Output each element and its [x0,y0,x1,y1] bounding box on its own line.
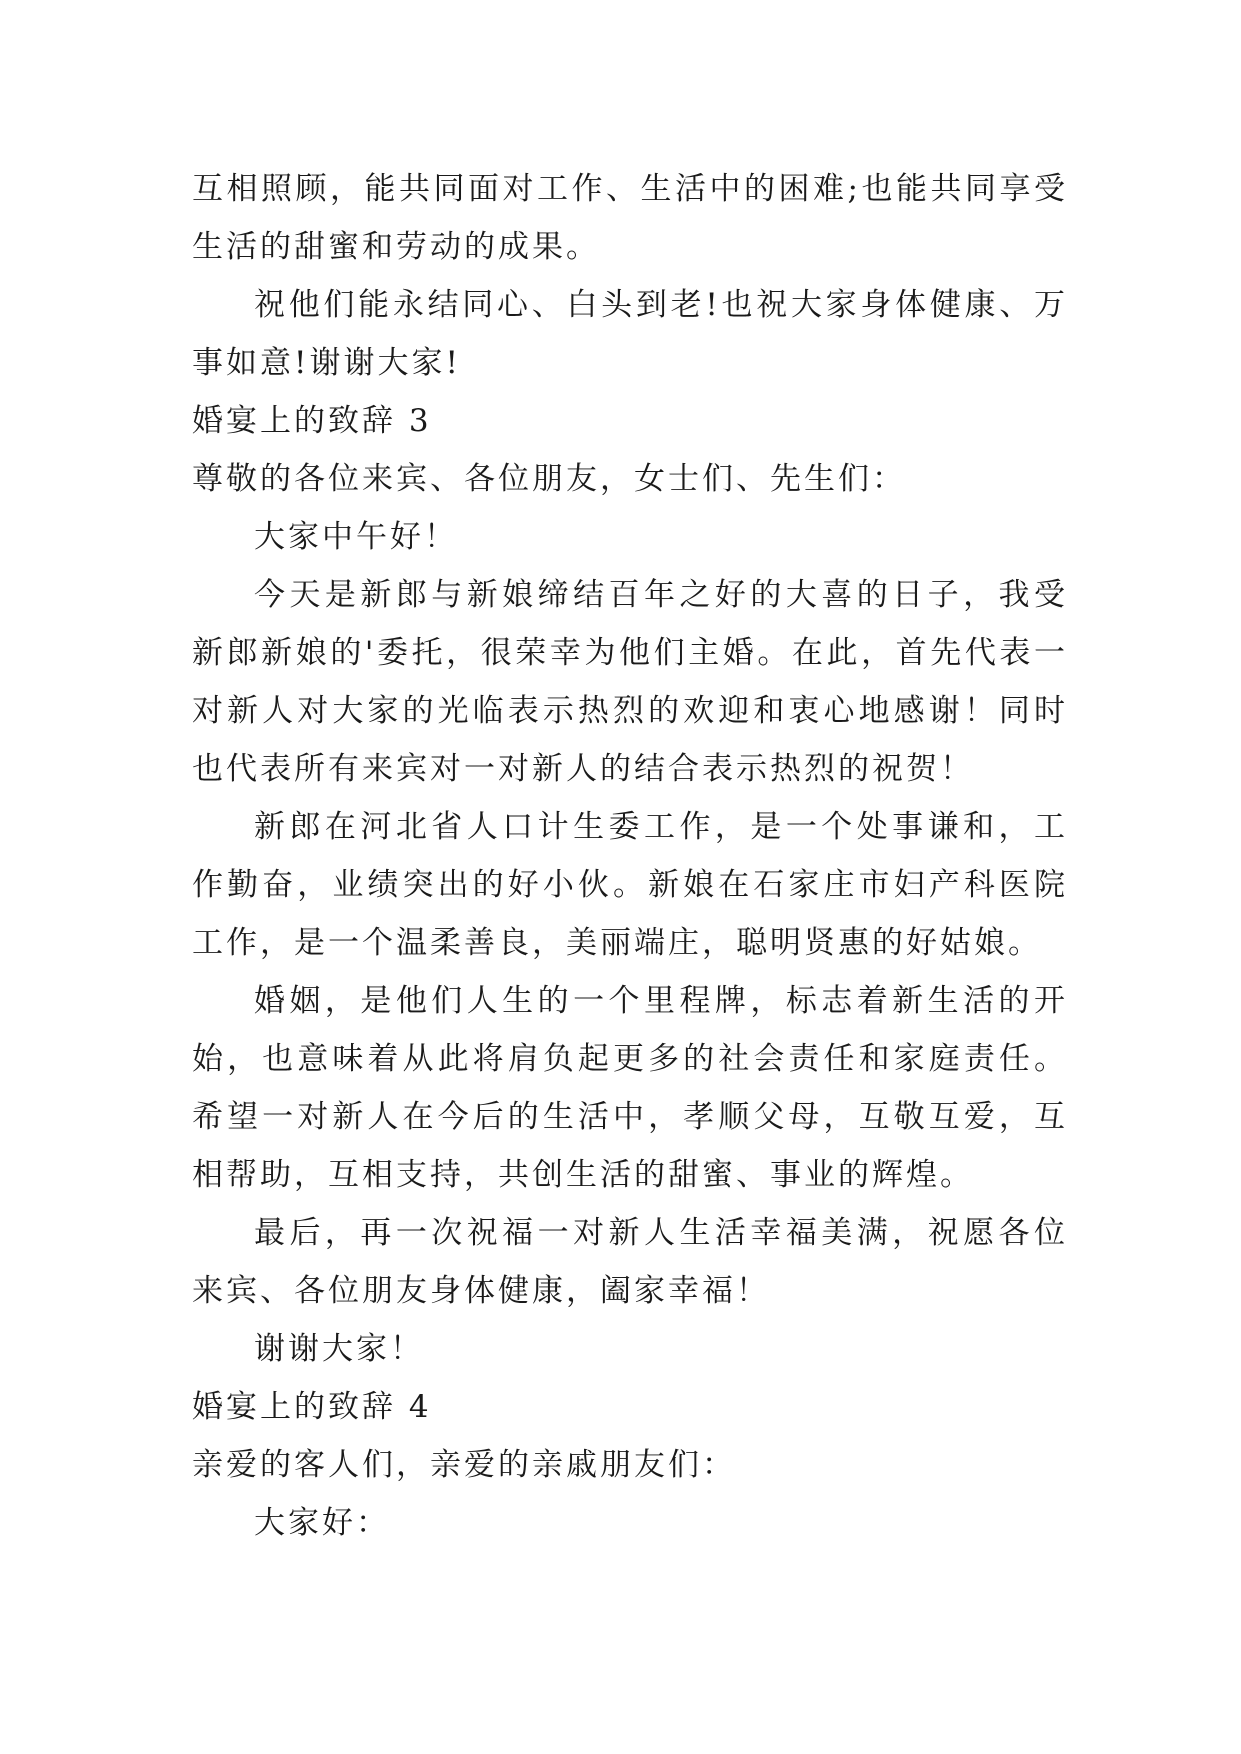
paragraph: 最后，再一次祝福一对新人生活幸福美满，祝愿各位来宾、各位朋友身体健康，阖家幸福！ [192,1215,1068,1309]
paragraph: 今天是新郎与新娘缔结百年之好的大喜的日子，我受新郎新娘的'委托，很荣幸为他们主婚。在此，首先代表一对新人对大家的光临表示热烈的欢迎和衷心地感谢！同时也代表所有来宾对一对新人的结合表示热烈的祝贺！ [192,577,1068,787]
section-heading: 婚宴上的致辞 3 [192,403,432,439]
paragraph: 新郎在河北省人口计生委工作，是一个处事谦和，工作勤奋，业绩突出的好小伙。新娘在石家庄市妇产科医院工作，是一个温柔善良，美丽端庄，聪明贤惠的好姑娘。 [192,809,1068,961]
closing: 谢谢大家！ [254,1331,424,1367]
section-heading: 婚宴上的致辞 4 [192,1389,432,1425]
paragraph: 祝他们能永结同心、白头到老!也祝大家身体健康、万事如意!谢谢大家! [192,287,1068,381]
paragraph: 互相照顾，能共同面对工作、生活中的困难;也能共同享受生活的甜蜜和劳动的成果。 [192,171,1068,265]
paragraph: 婚姻，是他们人生的一个里程牌，标志着新生活的开始，也意味着从此将肩负起更多的社会责任和家庭责任。希望一对新人在今后的生活中，孝顺父母，互敬互爱，互相帮助，互相支持，共创生活的甜蜜、事业的辉煌。 [192,983,1068,1193]
salutation: 尊敬的各位来宾、各位朋友，女士们、先生们： [192,461,906,497]
greeting: 大家中午好！ [254,519,458,555]
greeting: 大家好： [254,1505,390,1541]
document-body [192,160,1068,1552]
salutation: 亲爱的客人们，亲爱的亲戚朋友们： [192,1447,736,1483]
